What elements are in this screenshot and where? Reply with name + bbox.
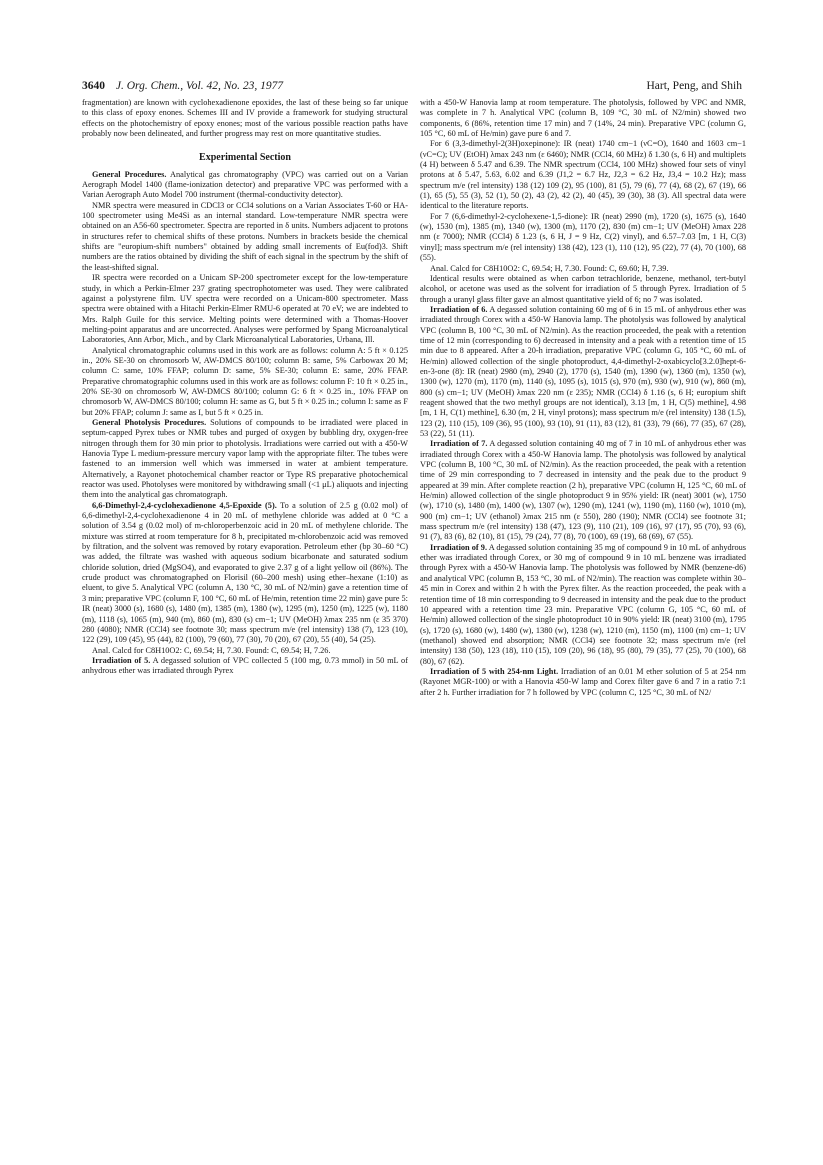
irradiation-5-paragraph bbox=[82, 656, 408, 677]
paragraph-text: To a solution of 2.5 g (0.02 mol) of 6,6-dimethyl-2,4-cyclohexadienone 4 in 20 mL of methylene chloride was added at 0 °C a solution of 3.54 g (0.02 mol) of m-chloroperbenzoic acid in 20 mL of methylene chloride. The mixture was stirred at room temperature for 8 h, precipitated m-chlorobenzoic acid was removed by filtration, and the solvent was removed by rotary evaporation. Petroleum ether (bp 30–60 °C) was added, the filtrate was washed with aqueous sodium bicarbonate and saturated sodium chloride solution, dried (MgSO4), and evaporated to give 2.37 g of a light yellow oil (86%). The crude product was chromatographed on Florisil (60–200 mesh) using ether–hexane (1:10) as eluent, to give 5. Analytical VPC (column A, 130 °C, 30 mL of N2/min) gave a retention time of 3 min; preparative VPC (column F, 100 °C, 60 mL of He/min, retention time 22 min) gave pure 5: IR (neat) 3000 (s), 1680 (s), 1480 (m), 1385 (m), 1380 (w), 1295 (m), 1250 (m), 1225 (w), 1180 (m), 1118 (s), 1065 (m), 940 (m), 860 (m), 830 (s) cm−1; UV (MeOH) λmax 235 nm (ε 35 370) 280 (4080); NMR (CCl4) see footnote 30; mass spectrum m/e (rel intensity) 138 (7), 123 (10), 122 (29), 109 (45), 95 (44), 82 (100), 79 (60), 77 (30), 70 (20), 67 (20), 55 (40), 54 (25). bbox=[82, 500, 408, 645]
run-in-heading: General Procedures. bbox=[92, 169, 167, 179]
continued-paragraph: with a 450-W Hanovia lamp at room temperature. The photolysis, followed by VPC and NMR, was complete in 7 h. Analytical VPC (column B, 109 °C, 30 mL of N2/min) showed two components, 6 (86%, retention time 17 min) and 7 (14%, 24 min). Preparative VPC (column G, 105 °C, 60 mL of He/min) gave pure 6 and 7. bbox=[420, 98, 746, 139]
run-in-heading: Irradiation of 5. bbox=[92, 655, 151, 665]
irradiation-7-paragraph bbox=[420, 439, 746, 542]
run-in-heading: Irradiation of 6. bbox=[430, 304, 488, 314]
compound-6-paragraph: For 6 (3,3-dimethyl-2(3H)oxepinone): IR (neat) 1740 cm−1 (νC=O), 1640 and 1603 cm−1 (νC=C); UV (EtOH) λmax 243 nm (ε 6460); NMR (CCl4, 60 MHz) δ 1.30 (s, 6 H) and multiplets (4 H) between δ 5.47 and 6.39. The NMR spectrum (CCl4, 100 MHz) showed four sets of vinyl protons at δ 5.47, 5.63, 6.02 and 6.39 (J1,2 = 6.7 Hz, J2,3 = 6.2 Hz, J3,4 = 10.2 Hz); mass spectrum m/e (rel intensity) 138 (12) 109 (2), 95 (100), 81 (5), 79 (6), 77 (4), 68 (2), 67 (19), 66 (1), 65 (5), 55 (3), 52 (1), 50 (2), 43 (2), 42 (2), 40 (45), 39 (30), 38 (3). All spectral data were identical to the literature reports. bbox=[420, 139, 746, 211]
header-left bbox=[82, 80, 283, 92]
identical-results-paragraph: Identical results were obtained as when carbon tetrachloride, benzene, methanol, tert-butyl alcohol, or acetone was used as the solvent for irradiation of 5 through Pyrex. Irradiation of 5 through a uranyl glass filter gave an almost quantitative yield of 6; no 7 was isolated. bbox=[420, 273, 746, 304]
run-in-heading: Irradiation of 7. bbox=[430, 439, 488, 449]
general-procedures-paragraph bbox=[82, 170, 408, 201]
paragraph-text: A degassed solution containing 40 mg of 7 in 10 mL of anhydrous ether was irradiated through Corex with a 450-W Hanovia lamp. The photolysis was followed by analytical VPC (column B, 100 °C, 30 mL of N2/min). As the reaction proceeded, the peak with a retention time of 29 min corresponding to 7 decreased in intensity and the peak due to the product 9 appeared at 39 min. After complete reaction (2 h), preparative VPC (column H, 125 °C, 60 mL of He/min) allowed collection of the single photoproduct 9 in 95% yield: IR (neat) 3001 (w), 1750 (w), 1710 (s), 1480 (m), 1400 (w), 1307 (w), 1290 (m), 1241 (w), 1190 (m), 1160 (w), 1010 (m), 900 (m) cm−1; UV (ethanol) λmax 215 nm (ε 550), 280 (190); NMR (CCl4) see footnote 31; mass spectrum m/e (rel intensity) 138 (47), 123 (9), 110 (21), 109 (16), 97 (17), 95 (70), 93 (6), 91 (7), 83 (6), 82 (10), 81 (15), 79 (24), 77 (8), 70 (100), 69 (19), 68 (69), 67 (55). bbox=[420, 439, 746, 542]
paragraph-text: A degassed solution of VPC collected 5 (100 mg, 0.73 mmol) in 50 mL of anhydrous ether was irradiated through Pyrex bbox=[82, 655, 408, 676]
run-in-heading: General Photolysis Procedures. bbox=[92, 417, 207, 427]
irradiation-6-paragraph bbox=[420, 305, 746, 439]
analysis-paragraph: Anal. Calcd for C8H10O2: C, 69.54; H, 7.30. Found: C, 69.60; H, 7.39. bbox=[430, 263, 669, 273]
run-in-heading: Irradiation of 5 with 254-nm Light. bbox=[430, 666, 559, 676]
paragraph-text: Analytical gas chromatography (VPC) was carried out on a Varian Aerograph Model 1400 (flame-ionization detector) and preparative VPC was performed with a Varian Aerograph Auto Model 700 instrument (thermal-conductivity detector). bbox=[82, 169, 408, 200]
left-column bbox=[82, 98, 408, 1148]
journal-citation: J. Org. Chem., Vol. 42, No. 23, 1977 bbox=[115, 80, 284, 92]
paragraph-text: A degassed solution containing 35 mg of compound 9 in 10 mL of anhydrous ether was irradiated through Corex, or 30 mg of compound 9 in 10 mL benzene was irradiated through Pyrex with a 450-W Hanovia lamp. The photolysis was followed by NMR (benzene-d6) and analytical VPC (column B, 153 °C, 30 mL of N2/min). The reaction was complete within 30–45 min in Corex and within 2 h with the Pyrex filter. As the reaction proceeded, the peak with a retention time of 18 min corresponding to 9 decreased in intensity and the peak due to the product 10 appeared with a retention time 23 min. Preparative VPC (column G, 105 °C, 60 mL of He/min) allowed collection of the single photoproduct 10 in 90% yield: IR (neat) 3100 (m), 1795 (s), 1720 (s), 1680 (w), 1480 (w), 1380 (w), 1238 (w), 1210 (m), 1150 (m), 1100 (m) cm−1; UV (methanol) showed end absorption; NMR (CCl4) see footnote 32; mass spectrum m/e (rel intensity) 138 (50), 123 (18), 110 (15), 109 (20), 96 (18), 95 (80), 79 (35), 77 (25), 70 (100), 68 (80), 67 (62). bbox=[420, 542, 746, 666]
compound-7-paragraph: For 7 (6,6-dimethyl-2-cyclohexene-1,5-dione): IR (neat) 2990 (m), 1720 (s), 1675 (s), 1640 (w), 1530 (m), 1385 (m), 1340 (w), 1300 (m), 1170 (2), 830 (m) cm−1; UV (MeOH) λmax 228 nm (ε 7000); NMR (CCl4) δ 1.23 (s, 6 H, J = 9 Hz, C(2) vinyl), and 6.57–7.03 [m, 1 H, C(3) vinyl]; mass spectrum m/e (rel intensity) 138 (42), 123 (1), 110 (12), 95 (22), 77 (4), 70 (100), 68 (55). bbox=[420, 211, 746, 263]
section-title: Experimental Section bbox=[199, 152, 291, 164]
irradiation-9-paragraph bbox=[420, 543, 746, 667]
author-names: Hart, Peng, and Shih bbox=[646, 80, 742, 92]
ir-paragraph: IR spectra were recorded on a Unicam SP-200 spectrometer except for the low-temperature study, in which a Perkin-Elmer 237 grating spectrophotometer was used. They were calibrated against a polystyrene film. UV spectra were recorded on a Unicam-800 spectrometer. Mass spectra were obtained with a Hitachi Perkin-Elmer RMU-6 operated at 70 eV; we are indebted to Mrs. Ralph Guile for this service. Melting points were determined with a Thomas-Hoover melting-point apparatus and are uncorrected. Analyses were performed by Spang Microanalytical Laboratories, Ann Arbor, Mich., and by Clark Microanalytical Laboratories, Urbana, Ill. bbox=[82, 273, 408, 345]
analysis-paragraph: Anal. Calcd for C8H10O2: C, 69.54; H, 7.30. Found: C, 69.54; H, 7.26. bbox=[92, 645, 331, 655]
paragraph-text: A degassed solution containing 60 mg of 6 in 15 mL of anhydrous ether was irradiated through Corex with a 450-W Hanovia lamp. The photolysis was followed by analytical VPC (column B, 100 °C, 30 mL of N2/min). As the reaction proceeded, the peak with a retention time of 12 min (corresponding to 6) decreased in intensity and a peak with a retention time of 15 min due to 8 appeared. After a 20-h irradiation, preparative VPC (column G, 105 °C, 60 mL of He/min) allowed collection of the single photoproduct, 4,4-dimethyl-2-oxabicyclo[3.2.0]hept-6-en-3-one (8): IR (neat) 2980 (m), 2940 (2), 1770 (s), 1540 (m), 1390 (w), 1360 (m), 1350 (w), 1300 (w), 1270 (m), 1170 (m), 1140 (s), 1095 (s), 1015 (s), 970 (m), 930 (w), 910 (w), 860 (m), 800 (s) cm−1; UV (MeOH) λmax 220 nm (ε 235); NMR (CCl4) δ 1.16 (s, 6 H; europium shift reagent showed that the two methyl groups are not identical), 3.13 [m, 1 H, C(5) methine], 4.98 [m, 1 H, C(1) methine], 6.30 (m, 2 H, vinyl protons); mass spectrum m/e (rel intensity) 138 (1.5), 123 (2), 110 (15), 109 (36), 95 (100), 93 (10), 91 (11), 83 (12), 81 (33), 79 (66), 77 (35), 67 (28), 53 (22), 51 (11). bbox=[420, 304, 746, 438]
intro-paragraph: fragmentation) are known with cyclohexadienone epoxides, the last of these being so far unique to this class of epoxy enones. Schemes III and IV provide a framework for studying structural effects on the photochemistry of epoxy enones; most of the various possible reaction paths have probably now been delineated, and further progress may rest on more quantitative studies. bbox=[82, 98, 408, 139]
page-header bbox=[82, 80, 742, 98]
page-number: 3640 bbox=[82, 80, 105, 92]
photolysis-paragraph bbox=[82, 418, 408, 501]
irradiation-254nm-paragraph bbox=[420, 667, 746, 698]
run-in-heading: Irradiation of 9. bbox=[430, 542, 488, 552]
epoxide-paragraph bbox=[82, 501, 408, 646]
columns-paragraph: Analytical chromatographic columns used in this work are as follows: column A: 5 ft × 0.125 in., 20% SE-30 on chromosorb W, AW-DMCS 80/100; column B: same, 5% Carbowax 20 M; column C: same, 10% FFAP; column D: same, 5% SE-30; column E: same, 20% FFAP. Preparative chromatographic columns used in this work are as follows: column F: 10 ft × 0.25 in., 20% SE-30 on chromosorb W, AW-DMCS 80/100; column G: 6 ft × 0.25 in., 10% FFAP on chromosorb W, AW-DMCS 80/100; column H: same as G, but 5 ft × 0.25 in.; column I: same as F but 20% FFAP; column J: same as I, but 5 ft × 0.25 in. bbox=[82, 345, 408, 417]
run-in-heading: 6,6-Dimethyl-2,4-cyclohexadienone 4,5-Epoxide (5). bbox=[92, 500, 277, 510]
paragraph-text: Solutions of compounds to be irradiated were placed in septum-capped Pyrex tubes or NMR tubes and purged of oxygen by bubbling dry, oxygen-free nitrogen through them for 30 min prior to photolysis. Irradiations were carried out with a 450-W Hanovia Type L medium-pressure mercury vapor lamp with the appropriate filter. The tubes were fastened to an immersion well which was immersed in water at ambient temperature. Alternatively, a Rayonet photochemical chamber reactor or Type RS preparative photochemical reactor was used. Photolyses were monitored by withdrawing small (<1 μL) aliquots and injecting them into the analytical gas chromatograph. bbox=[82, 417, 408, 500]
nmr-paragraph: NMR spectra were measured in CDCl3 or CCl4 solutions on a Varian Associates T-60 or HA-100 spectrometer using Me4Si as an internal standard. Low-temperature NMR spectra were obtained on an A56-60 spectrometer. Spectra are reported in δ units. Numbers adjacent to protons in structures refer to chemical shifts of these protons. Numbers in brackets beside the chemical shifts are "europium-shift numbers" obtained by adding small increments of Eu(fod)3. Shift numbers are the ratios obtained by dividing the shift of each signal in the spectrum by the shift of the least-shifted signal. bbox=[82, 200, 408, 272]
paragraph-text: Irradiation of an 0.01 M ether solution of 5 at 254 nm (Rayonet MGR-100) or with a Hanovia 450-W lamp and Corex filter gave 6 and 7 in a ratio 7:1 after 2 h. Further irradiation for 7 h followed by VPC (column C, 125 °C, 30 mL of N2/ bbox=[420, 666, 746, 697]
right-column bbox=[420, 98, 746, 1148]
